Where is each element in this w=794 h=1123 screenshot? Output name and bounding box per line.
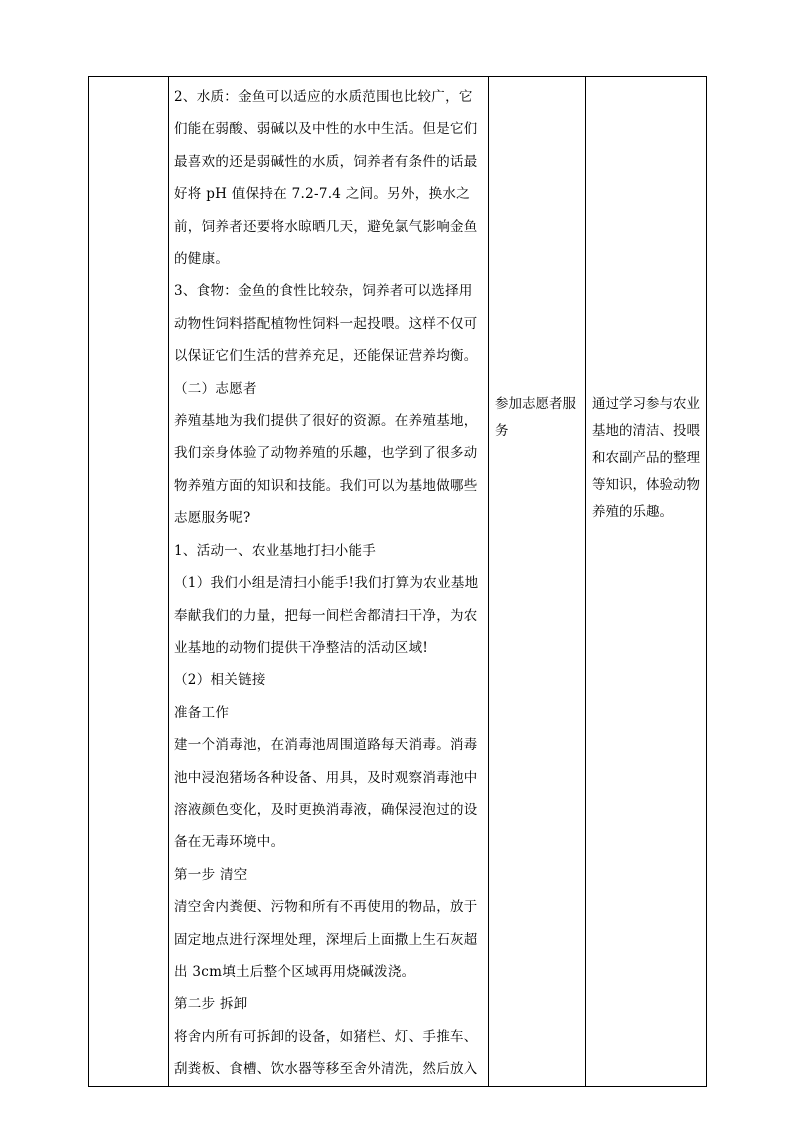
empty-first-column-cell — [89, 77, 169, 1087]
goal-text: 通过学习参与农业基地的清洁、投喂和农副产品的整理等知识，体验动物养殖的乐趣。 — [592, 396, 700, 520]
activity-text: 参加志愿者服务 — [495, 396, 576, 439]
paragraph-step-two: 将舍内所有可拆卸的设备，如猪栏、灯、手推车、刮粪板、食槽、饮水器等移至舍外清洗，然后放入 — [174, 1028, 478, 1078]
heading-volunteer: （二）志愿者 — [174, 380, 257, 397]
table-row — [89, 77, 707, 1087]
paragraph-volunteer-intro: 养殖基地为我们提供了很好的资源。在养殖基地，我们亲身体验了动物养殖的乐趣，也学到了很多动物养殖方面的知识和技能。我们可以为基地做哪些志愿服务呢? — [174, 413, 478, 527]
paragraph-step-one: 清空舍内粪便、污物和所有不再使用的物品，放于固定地点进行深埋处理，深埋后上面撒上生石灰超出 3cm填土后整个区域再用烧碱泼浇。 — [174, 899, 478, 980]
heading-activity-one: 1、活动一、农业基地打扫小能手 — [174, 542, 377, 559]
activity-cell — [489, 77, 586, 1087]
paragraph-food: 3、食物：金鱼的食性比较杂，饲养者可以选择用动物性饲料搭配植物性饲料一起投喂。这样不仅可以保证它们生活的营养充足，还能保证营养均衡。 — [174, 283, 478, 365]
paragraph-cleaning-team: （1）我们小组是清扫小能手!我们打算为农业基地奉献我们的力量，把每一间栏舍都清扫干净，为农业基地的动物们提供干净整洁的活动区域! — [174, 575, 479, 656]
paragraph-disinfection-pool: 建一个消毒池，在消毒池周围道路每天消毒。消毒池中浸泡猪场各种设备、用具，及时观察消毒池中溶液颜色变化，及时更换消毒液，确保浸泡过的设备在无毒环境中。 — [174, 737, 478, 851]
heading-preparation: 准备工作 — [174, 704, 230, 721]
heading-step-two: 第二步 拆卸 — [174, 996, 248, 1013]
paragraph-water-quality: 2、水质：金鱼可以适应的水质范围也比较广，它们能在弱酸、弱碱以及中性的水中生活。但是它们最喜欢的还是弱碱性的水质，饲养者有条件的话最好将 pH 值保持在 7.2-7.4 之间。另外，换水之前，饲养者还要将水晾晒几天，避免氯气影响金鱼的健康。 — [174, 89, 478, 268]
content-text — [169, 77, 488, 1086]
heading-related-links: （2）相关链接 — [174, 672, 266, 689]
lesson-plan-table — [88, 76, 707, 1087]
content-cell — [169, 77, 489, 1087]
goal-cell — [586, 77, 707, 1087]
heading-step-one: 第一步 清空 — [174, 866, 248, 883]
